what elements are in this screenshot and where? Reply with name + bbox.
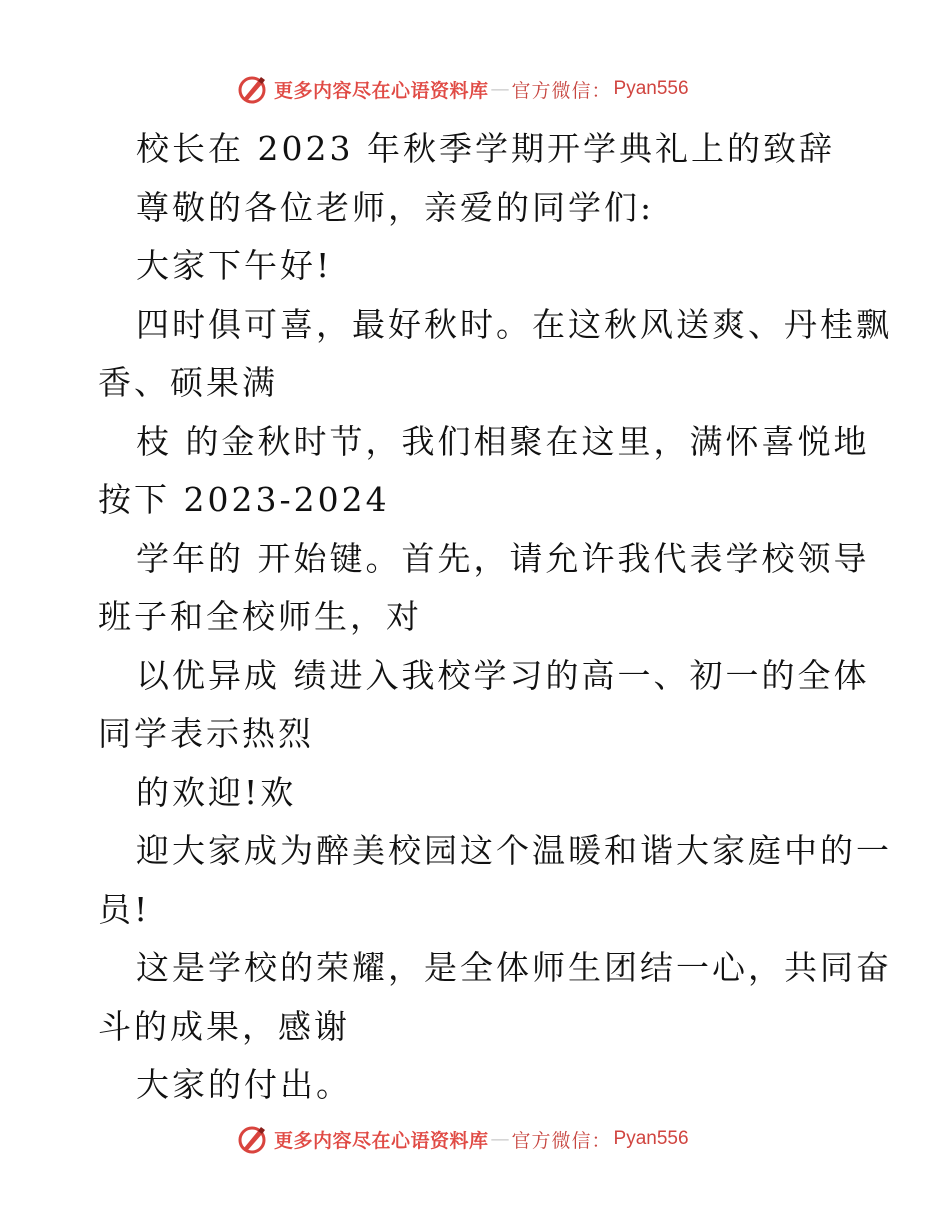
- header-watermark: [236, 72, 689, 106]
- paragraph-line: 枝 的金秋时节，我们相聚在这里，满怀喜悦地: [136, 422, 870, 461]
- watermark-wechat-label: 官方微信：: [511, 1129, 612, 1152]
- document-title: 校长在 2023 年秋季学期开学典礼上的致辞: [136, 129, 835, 168]
- paragraph-line: 大家的付出。: [136, 1065, 352, 1104]
- paragraph-line: 员!: [98, 890, 151, 929]
- pen-logo-icon: [236, 73, 268, 105]
- greeting: 大家下午好!: [136, 246, 333, 285]
- pen-logo-icon: [236, 1123, 268, 1155]
- paragraph-line: 学年的 开始键。首先，请允许我代表学校领导: [136, 539, 870, 578]
- paragraph-line: 斗的成果，感谢: [98, 1007, 350, 1046]
- paragraph-line: 按下 2023-2024: [98, 480, 390, 519]
- watermark-text: 更多内容尽在心语资料库: [274, 1129, 489, 1152]
- watermark-dash: —: [490, 1128, 510, 1150]
- paragraph-line: 以优异成 绩进入我校学习的高一、初一的全体: [136, 656, 870, 695]
- watermark-wechat-id: Pyan556: [613, 78, 689, 99]
- watermark-wechat-id: Pyan556: [613, 1128, 689, 1149]
- watermark-dash: —: [490, 78, 510, 100]
- paragraph-line: 的欢迎!欢: [136, 773, 297, 812]
- watermark-text: 更多内容尽在心语资料库: [274, 79, 489, 102]
- paragraph-line: 迎大家成为醉美校园这个温暖和谐大家庭中的一: [136, 831, 892, 870]
- paragraph-line: 同学表示热烈: [98, 714, 314, 753]
- paragraph-line: 香、硕果满: [98, 363, 278, 402]
- paragraph-line: 这是学校的荣耀，是全体师生团结一心，共同奋: [136, 948, 892, 987]
- salutation: 尊敬的各位老师，亲爱的同学们:: [136, 188, 655, 227]
- paragraph-line: 四时俱可喜，最好秋时。在这秋风送爽、丹桂飘: [136, 305, 892, 344]
- watermark-wechat-label: 官方微信：: [511, 79, 612, 102]
- paragraph-line: 班子和全校师生，对: [98, 597, 422, 636]
- footer-watermark: [236, 1122, 689, 1156]
